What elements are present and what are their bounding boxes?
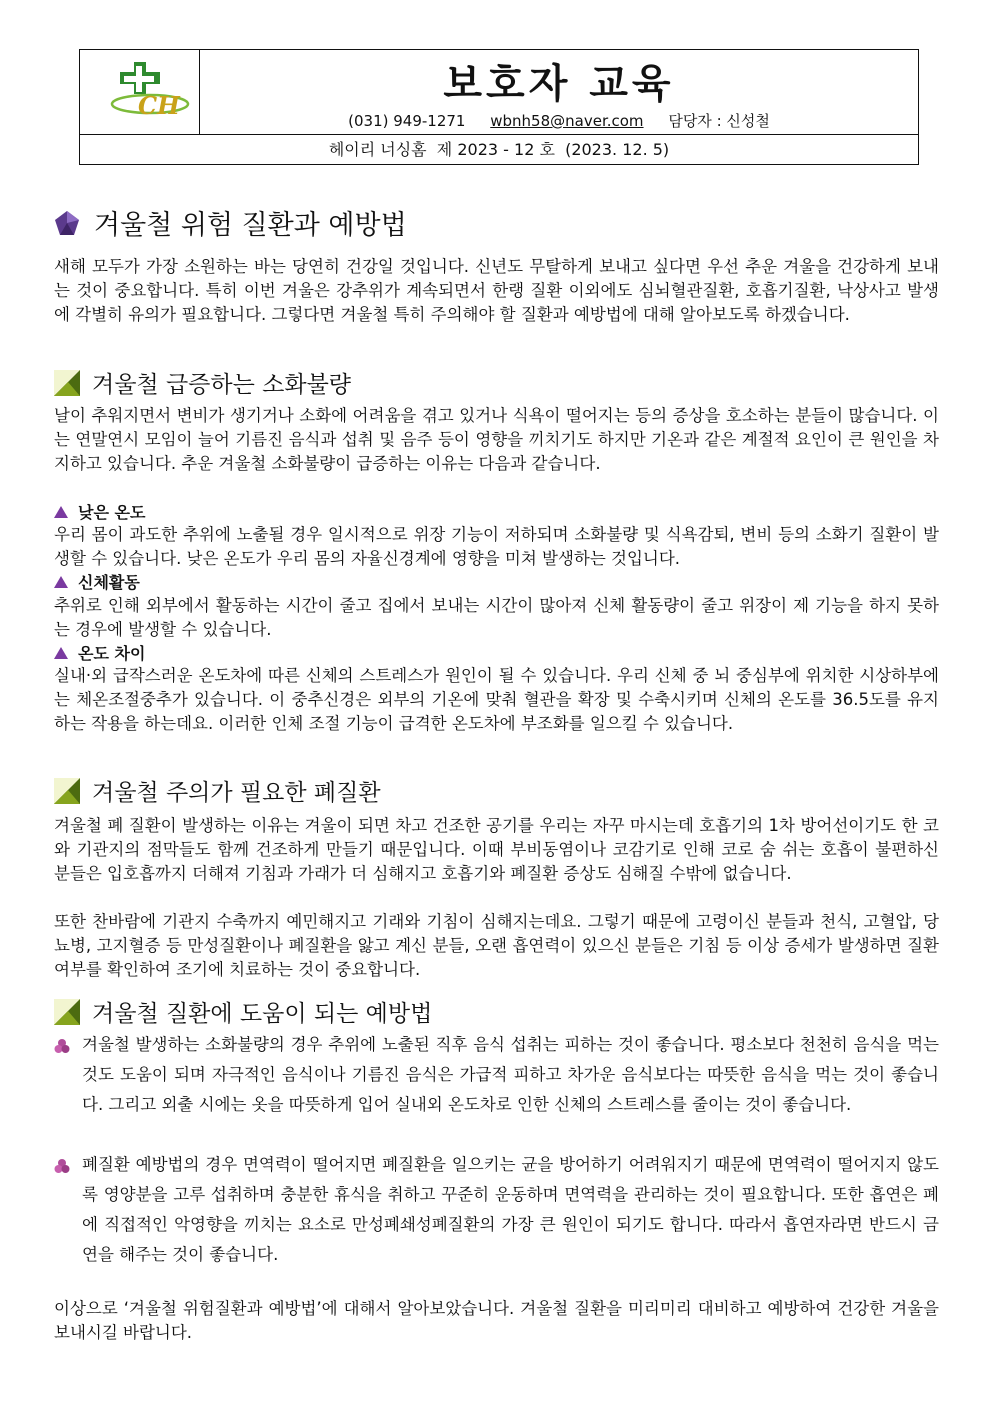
purple-triangle-icon — [54, 506, 68, 518]
logo — [80, 50, 200, 134]
flower-bullet-icon — [54, 1158, 70, 1174]
green-triangle-icon — [54, 999, 80, 1025]
section2-paragraph-1: 겨울철 폐 질환이 발생하는 이유는 겨울이 되면 차고 건조한 공기를 우리는 자꾸 마시는데 호흡기의 1차 방어선이기도 한 코와 기관지의 점막들도 함께 건조하게 만들기 때문입니다. 이때 부비동염이나 코감기로 인해 코로 숨 쉬는 호흡이 불편하신 분들은 입호흡까지 더해져 기침과 가래가 더 심해지고 호흡기와 폐질환 증상도 심해질 수밖에 없습니다. — [54, 816, 939, 883]
header-box — [79, 49, 919, 165]
flower-bullet-icon — [54, 1038, 70, 1054]
section-title: 겨울철 급증하는 소화불량 — [92, 372, 352, 398]
phone-number: (031) 949-1271 — [348, 112, 466, 130]
purple-triangle-icon — [54, 576, 68, 588]
subheading-temp-diff: 온도 차이 — [54, 641, 145, 664]
low-temp-text: 우리 몸이 과도한 추위에 노출될 경우 일시적으로 위장 기능이 저하되며 소화불량 및 식욕감퇴, 변비 등의 소화기 질환이 발생할 수 있습니다. 낮은 온도가 우리 몸의 자율신경계에 영향을 미쳐 발생하는 것입니다. — [54, 525, 939, 568]
newsletter-title: 보호자 교육 — [443, 61, 675, 107]
activity-text: 추위로 인해 외부에서 활동하는 시간이 줄고 집에서 보내는 시간이 많아져 신체 활동량이 줄고 위장이 제 기능을 하지 못하는 경우에 발생할 수 있습니다. — [54, 596, 939, 639]
main-title-text: 겨울철 위험 질환과 예방법 — [94, 210, 407, 241]
subheading-low-temp: 낮은 온도 — [54, 500, 145, 523]
intro-paragraph: 새해 모두가 가장 소원하는 바는 당연히 건강일 것입니다. 신년도 무탈하게 보내고 싶다면 우선 추운 겨울을 건강하게 보내는 것이 중요합니다. 특히 이번 겨울은 강추위가 계속되면서 한랭 질환 이외에도 심뇌혈관질환, 호흡기질환, 낙상사고 발생에 각별히 유의가 필요합니다. 그렇다면 겨울철 특히 주의해야 할 질환과 예방법에 대해 알아보도록 하겠습니다. — [54, 257, 939, 324]
svg-text:CH: CH — [138, 91, 180, 120]
main-title — [54, 203, 407, 242]
section-digestion-heading — [54, 366, 351, 399]
closing-paragraph: 이상으로 ‘겨울철 위험질환과 예방법’에 대해서 알아보았습니다. 겨울철 질환을 미리미리 대비하고 예방하여 건강한 겨울을 보내시길 바랍니다. — [54, 1299, 939, 1342]
section2-paragraph-2: 또한 찬바람에 기관지 수축까지 예민해지고 기래와 기침이 심해지는데요. 그렇기 때문에 고령이신 분들과 천식, 고혈압, 당뇨병, 고지혈증 등 만성질환이나 폐질환을 앓고 계신 분들, 오랜 흡연력이 있으신 분들은 기침 등 이상 증세가 발생하면 질환 여부를 확인하여 조기에 치료하는 것이 중요합니다. — [54, 912, 939, 979]
list-item: 폐질환 예방법의 경우 면역력이 떨어지면 폐질환을 일으키는 균을 방어하기 어려워지기 때문에 면역력이 떨어지지 않도록 영양분을 고루 섭취하며 충분한 휴식을 취하고 꾸준히 운동하며 면역력을 관리하는 것이 필요합니다. 또한 흡연은 폐에 직접적인 악영향을 끼치는 요소로 만성폐쇄성폐질환의 가장 큰 원인이 되기도 합니다. 따라서 흡연자라면 반드시 금연을 해주는 것이 좋습니다. — [54, 1150, 939, 1270]
email-link[interactable]: wbnh58@naver.com — [490, 112, 644, 130]
green-triangle-icon — [54, 370, 80, 396]
section-title: 겨울철 주의가 필요한 폐질환 — [92, 780, 381, 806]
cross-logo-icon — [80, 50, 198, 132]
manager-label: 담당자 : 신성철 — [668, 112, 770, 130]
issue-info: 헤이리 너싱홈 제 2023 - 12 호 (2023. 12. 5) — [80, 134, 918, 165]
temp-diff-text: 실내·외 급작스러운 온도차에 따른 신체의 스트레스가 원인이 될 수 있습니다. 우리 신체 중 뇌 중심부에 위치한 시상하부에는 체온조절중추가 있습니다. 이 중추신경은 외부의 기온에 맞춰 혈관을 확장 및 수축시키며 신체의 온도를 36.5도를 유지하는 작용을 하는데요. 이러한 인체 조절 기능이 급격한 온도차에 부조화를 일으킬 수 있습니다. — [54, 666, 939, 733]
section1-intro: 날이 추워지면서 변비가 생기거나 소화에 어려움을 겪고 있거나 식욕이 떨어지는 등의 증상을 호소하는 분들이 많습니다. 이는 연말연시 모임이 늘어 기름진 음식과 섭취 및 음주 등이 영향을 끼치기도 하지만 기온과 같은 계절적 요인이 큰 원인을 차지하고 있습니다. 추운 겨울철 소화불량이 급증하는 이유는 다음과 같습니다. — [54, 406, 939, 473]
section-lung-heading — [54, 774, 381, 807]
green-triangle-icon — [54, 778, 80, 804]
section-prevention-heading — [54, 995, 432, 1028]
header-main — [200, 50, 918, 134]
subheading-activity: 신체활동 — [54, 570, 140, 593]
purple-triangle-icon — [54, 647, 68, 659]
section-title: 겨울철 질환에 도움이 되는 예방법 — [92, 1001, 433, 1027]
purple-gem-icon — [54, 210, 80, 236]
list-item: 겨울철 발생하는 소화불량의 경우 추위에 노출된 직후 음식 섭취는 피하는 것이 좋습니다. 평소보다 천천히 음식을 먹는 것도 도움이 되며 자극적인 음식이나 기름진 음식은 가급적 피하고 차가운 음식보다는 따뜻한 음식을 먹는 것이 좋습니다. 그리고 외출 시에는 옷을 따뜻하게 입어 실내외 온도차로 인한 신체의 스트레스를 줄이는 것이 좋습니다. — [54, 1030, 939, 1120]
contact-line — [200, 110, 918, 131]
